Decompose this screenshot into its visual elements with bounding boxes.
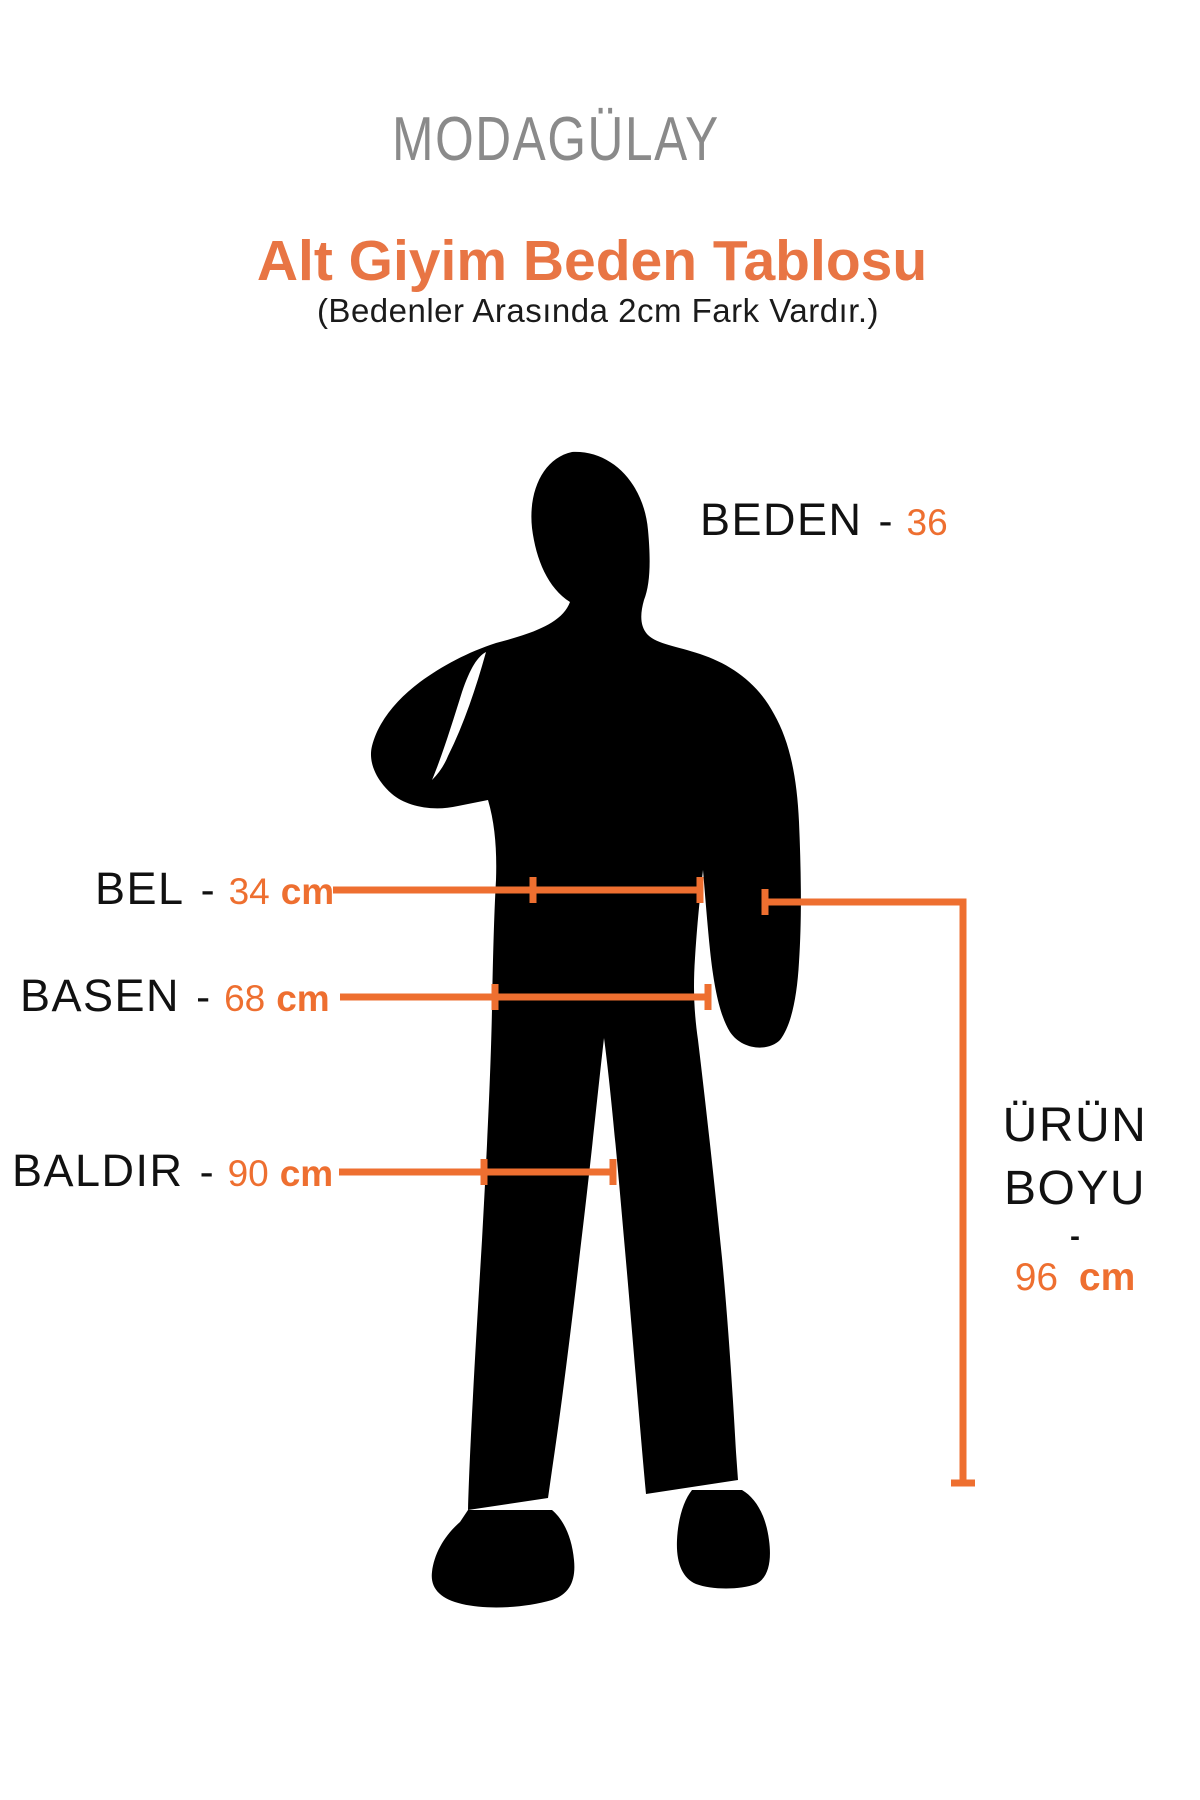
basen-value: 68 xyxy=(224,978,266,1019)
bel-value: 34 xyxy=(228,871,270,912)
baldir-value: 90 xyxy=(227,1153,269,1194)
measurement-row-basen xyxy=(20,970,330,1022)
basen-separator: - xyxy=(196,973,211,1020)
measurement-block-urun-boyu xyxy=(1003,1094,1148,1302)
measurement-row-baldir xyxy=(12,1145,333,1197)
measurement-row-beden xyxy=(700,494,948,546)
measurement-row-bel xyxy=(95,863,334,915)
baldir-separator: - xyxy=(199,1148,214,1195)
urun-boyu-label-line1: ÜRÜN xyxy=(1002,1099,1148,1152)
bel-unit: cm xyxy=(280,871,335,912)
urun-boyu-unit: cm xyxy=(1078,1256,1136,1299)
urun-boyu-value: 96 xyxy=(1014,1256,1059,1299)
brand-logo: MODAGÜLAY xyxy=(392,105,720,174)
page-title: Alt Giyim Beden Tablosu xyxy=(256,229,928,293)
bel-label: BEL xyxy=(95,863,185,914)
person-silhouette xyxy=(371,452,801,1608)
left-shoe xyxy=(432,1510,575,1607)
basen-unit: cm xyxy=(276,978,330,1019)
urun-boyu-separator: - xyxy=(1070,1220,1080,1253)
beden-label: BEDEN xyxy=(700,494,863,545)
bel-separator: - xyxy=(200,866,215,913)
urun-boyu-value-row xyxy=(1003,1254,1148,1302)
baldir-unit: cm xyxy=(279,1153,334,1194)
beden-separator: - xyxy=(878,497,893,544)
basen-label: BASEN xyxy=(20,970,181,1021)
baldir-label: BALDIR xyxy=(12,1145,184,1196)
beden-value: 36 xyxy=(906,502,948,543)
page-subtitle: (Bedenler Arasında 2cm Fark Vardır.) xyxy=(316,292,880,329)
urun-boyu-label-line2: BOYU xyxy=(1003,1162,1147,1215)
right-shoe xyxy=(677,1490,770,1589)
